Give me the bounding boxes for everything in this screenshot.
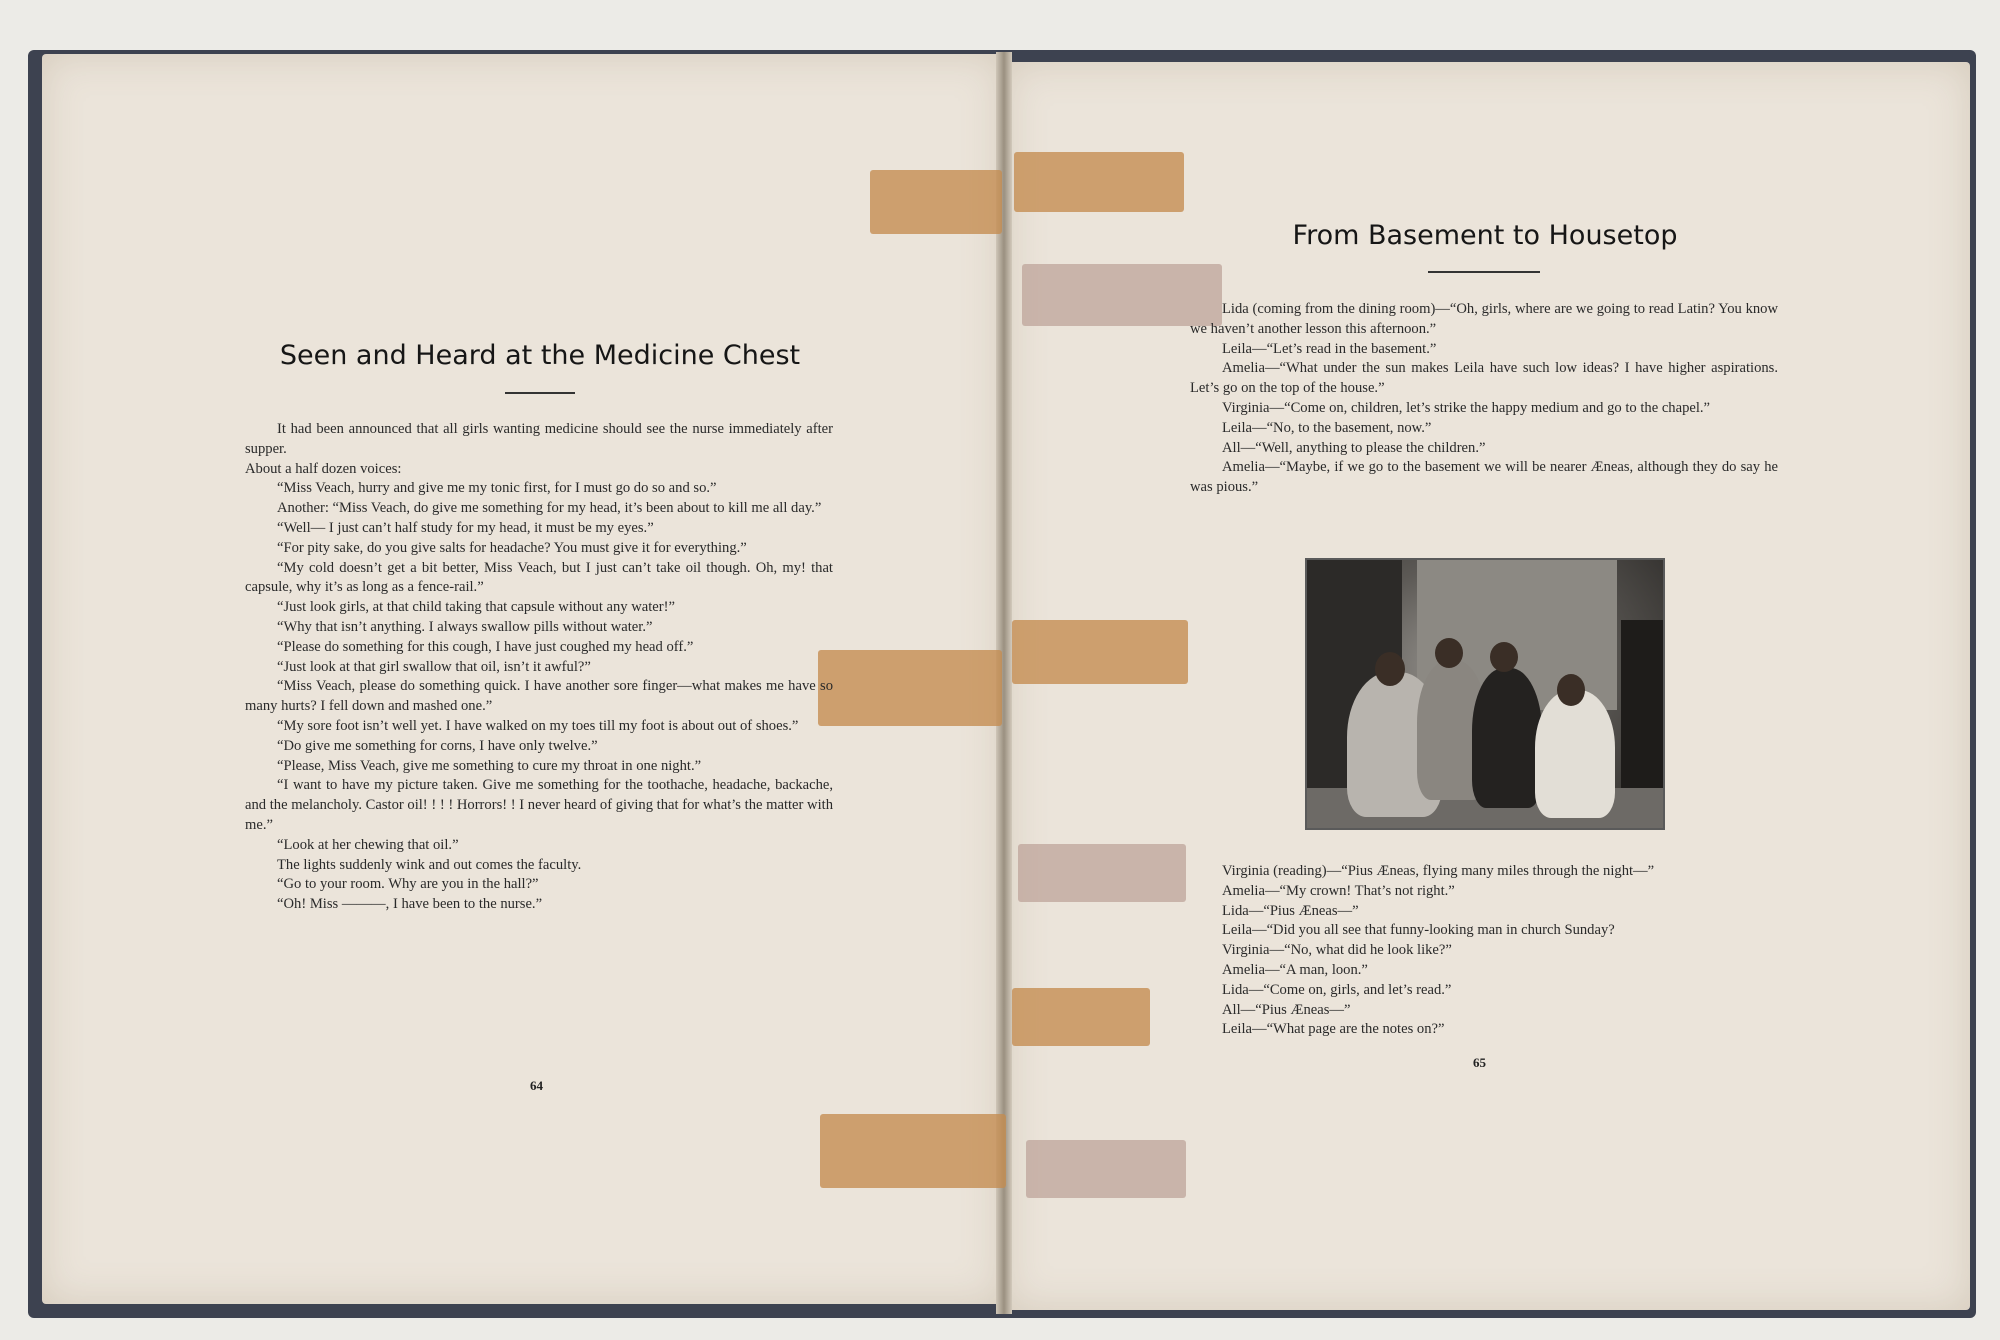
dialogue-line: All—“Pius Æneas—” xyxy=(1222,1001,1351,1018)
paragraph: “Go to your room. Why are you in the hall?” xyxy=(277,876,539,893)
tape-strip xyxy=(1018,844,1186,902)
photograph-icon xyxy=(1305,558,1665,830)
left-title-rule xyxy=(505,392,575,394)
paragraph: “I want to have my picture taken. Give me something for the toothache, headache, backache, and the melancholy. Castor oil! ! ! ! Horrors! ! I never heard of giving that for what’s the matter with me.” xyxy=(245,777,833,833)
tape-strip xyxy=(820,1114,1006,1188)
dialogue-line: Virginia—“No, what did he look like?” xyxy=(1222,942,1452,959)
paragraph: “Just look at that girl swallow that oil, isn’t it awful?” xyxy=(277,658,591,675)
dialogue-line: Leila—“What page are the notes on?” xyxy=(1222,1021,1445,1038)
paragraph: About a half dozen voices: xyxy=(245,460,402,477)
paragraph: “Just look girls, at that child taking that capsule without any water!” xyxy=(277,599,675,616)
paragraph: “Look at her chewing that oil.” xyxy=(277,836,459,853)
tape-strip xyxy=(1014,152,1184,212)
tape-strip xyxy=(1012,988,1150,1046)
tape-strip xyxy=(870,170,1002,234)
paragraph: “For pity sake, do you give salts for headache? You must give it for everything.” xyxy=(277,539,747,556)
dialogue-line: Leila—“No, to the basement, now.” xyxy=(1222,419,1432,436)
dialogue-line: Amelia—“Maybe, if we go to the basement we will be nearer Æneas, although they do say he was pious.” xyxy=(1190,459,1778,496)
paragraph: “Oh! Miss ———, I have been to the nurse.” xyxy=(277,896,543,913)
paragraph: “Miss Veach, hurry and give me my tonic first, for I must go do so and so.” xyxy=(277,480,717,497)
tape-strip xyxy=(1026,1140,1186,1198)
paragraph: Another: “Miss Veach, do give me something for my head, it’s been about to kill me all day.” xyxy=(277,500,822,517)
dialogue-line: Virginia (reading)—“Pius Æneas, flying many miles through the night—” xyxy=(1222,863,1655,879)
paragraph: It had been announced that all girls wanting medicine should see the nurse immediately after supper. xyxy=(245,421,833,457)
right-page-number: 65 xyxy=(1473,1055,1486,1070)
paragraph: “Why that isn’t anything. I always swallow pills without water.” xyxy=(277,618,653,635)
paragraph: The lights suddenly wink and out comes the faculty. xyxy=(277,856,582,873)
dialogue-line: Leila—“Did you all see that funny-looking man in church Sunday? xyxy=(1222,922,1615,939)
left-page-title: Seen and Heard at the Medicine Chest xyxy=(279,340,801,371)
right-page-title: From Basement to Housetop xyxy=(1292,220,1678,251)
paragraph: “My cold doesn’t get a bit better, Miss Veach, but I just can’t take oil though. Oh, my! that capsule, why it’s as long as a fence-rail.” xyxy=(245,559,833,596)
dialogue-line: Amelia—“What under the sun makes Leila have such low ideas? I have higher aspirations. Let’s go on the top of the house.” xyxy=(1190,360,1778,397)
paragraph: “Do give me something for corns, I have only twelve.” xyxy=(277,737,598,754)
right-title-rule xyxy=(1428,271,1540,273)
dialogue-line: Leila—“Let’s read in the basement.” xyxy=(1222,340,1437,357)
left-page-text xyxy=(245,420,833,915)
left-page-number: 64 xyxy=(530,1078,543,1093)
dialogue-line: All—“Well, anything to please the children.” xyxy=(1222,439,1486,456)
paragraph: “Miss Veach, please do something quick. I have another sore finger—what makes me have so many hurts? I fell down and mashed one.” xyxy=(245,678,833,715)
paragraph: “Well— I just can’t half study for my head, it must be my eyes.” xyxy=(277,519,654,536)
dialogue-line: Lida—“Pius Æneas—” xyxy=(1222,902,1359,919)
dialogue-line: Amelia—“My crown! That’s not right.” xyxy=(1222,882,1455,899)
paragraph: “Please, Miss Veach, give me something to cure my throat in one night.” xyxy=(277,757,702,774)
dialogue-line: Lida (coming from the dining room)—“Oh, girls, where are we going to read Latin? You know we haven’t another lesson this afternoon.” xyxy=(1190,301,1778,337)
dialogue-line: Lida—“Come on, girls, and let’s read.” xyxy=(1222,981,1452,998)
paragraph: “Please do something for this cough, I have just coughed my head off.” xyxy=(277,638,694,655)
tape-strip xyxy=(1012,620,1188,684)
tape-strip xyxy=(818,650,1002,726)
paragraph: “My sore foot isn’t well yet. I have walked on my toes till my foot is about out of shoes.” xyxy=(277,717,799,734)
dialogue-line: Virginia—“Come on, children, let’s strike the happy medium and go to the chapel.” xyxy=(1222,399,1711,416)
right-page-text-top xyxy=(1190,300,1778,498)
right-page-text-bottom xyxy=(1190,862,1778,1040)
dialogue-line: Amelia—“A man, loon.” xyxy=(1222,961,1368,978)
